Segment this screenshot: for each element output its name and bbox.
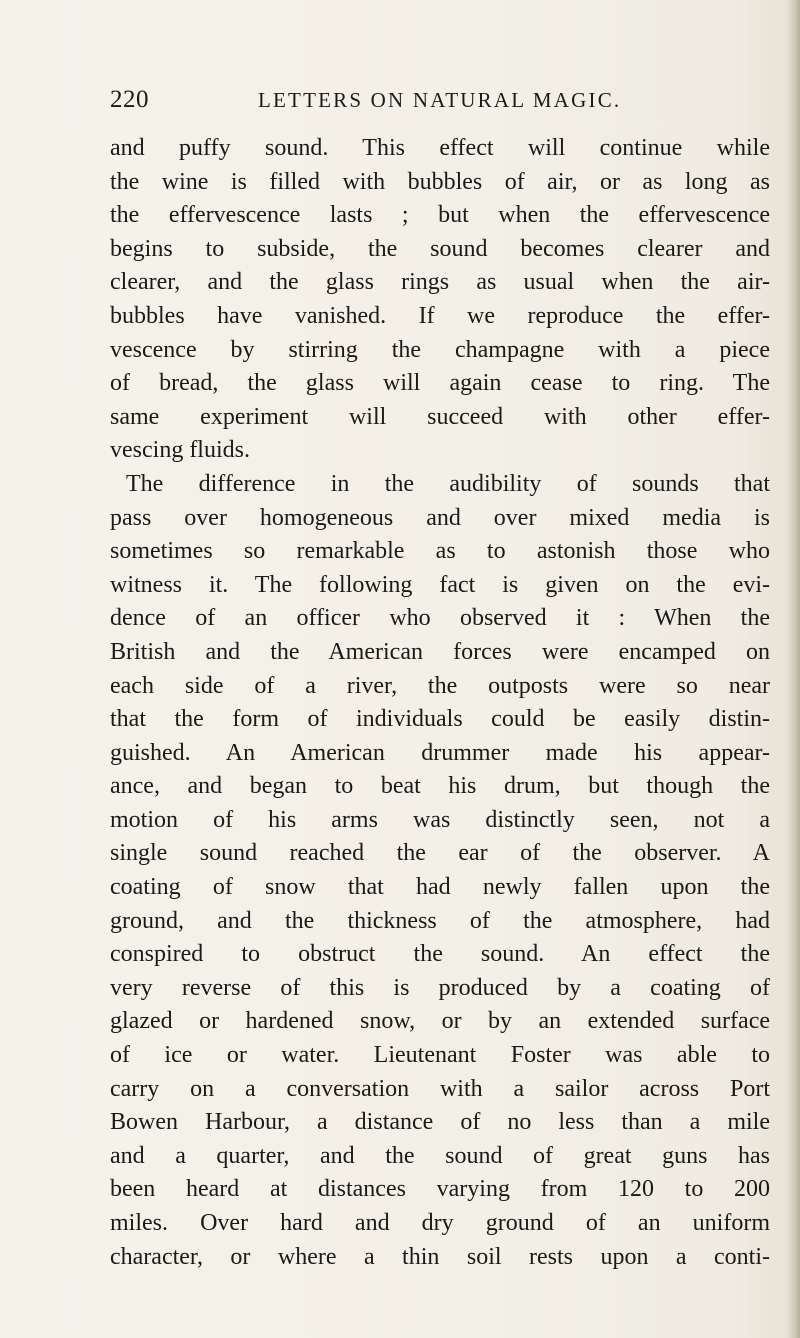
text-line: and puffy sound. This effect will continue while — [110, 135, 770, 161]
text-line: same experiment will succeed with other effer- — [110, 403, 770, 430]
page-number: 220 — [110, 86, 149, 113]
text-line: each side of a river, the outposts were so near — [110, 672, 770, 699]
text-line: conspired to obstruct the sound. An effect the — [110, 941, 770, 968]
text-line: single sound reached the ear of the observer. A — [110, 840, 770, 867]
text-line: of ice or water. Lieutenant Foster was able to — [110, 1042, 770, 1069]
paragraph-start-line: The difference in the audibility of sounds that — [126, 470, 770, 497]
text-line: and a quarter, and the sound of great guns has — [110, 1142, 770, 1169]
page-edge-shadow — [786, 0, 800, 1338]
text-line: motion of his arms was distinctly seen, not a — [110, 806, 770, 833]
text-line: guished. An American drummer made his appear- — [110, 739, 770, 766]
text-line: British and the American forces were encamped on — [110, 638, 770, 665]
text-line: the wine is filled with bubbles of air, or as long as — [110, 168, 770, 195]
running-head: LETTERS ON NATURAL MAGIC. — [258, 88, 622, 112]
text-line: sometimes so remarkable as to astonish those who — [110, 538, 770, 565]
page-header — [110, 82, 750, 118]
text-line: ance, and began to beat his drum, but though the — [110, 773, 770, 800]
text-line: clearer, and the glass rings as usual when the air- — [110, 269, 770, 296]
text-line: carry on a conversation with a sailor across Port — [110, 1075, 770, 1102]
paragraph-end-line: vescing fluids. — [110, 437, 250, 464]
body-text — [110, 132, 770, 1274]
text-line: ground, and the thickness of the atmosphere, had — [110, 907, 770, 934]
text-line: coating of snow that had newly fallen upon the — [110, 874, 770, 901]
text-line: been heard at distances varying from 120 to 200 — [110, 1176, 770, 1203]
text-line: the effervescence lasts ; but when the effervescence — [110, 202, 770, 229]
text-line: miles. Over hard and dry ground of an uniform — [110, 1210, 770, 1236]
text-line: glazed or hardened snow, or by an extended surface — [110, 1008, 770, 1035]
text-line: very reverse of this is produced by a coating of — [110, 974, 770, 1001]
text-line: Bowen Harbour, a distance of no less than a mile — [110, 1109, 770, 1136]
text-line: of bread, the glass will again cease to ring. The — [110, 370, 770, 397]
text-line: bubbles have vanished. If we reproduce the effer- — [110, 302, 770, 329]
text-line: begins to subside, the sound becomes clearer and — [110, 235, 770, 262]
text-line: witness it. The following fact is given on the evi- — [110, 571, 770, 598]
text-line: pass over homogeneous and over mixed media is — [110, 504, 770, 531]
text-line: character, or where a thin soil rests upon a conti- — [110, 1243, 770, 1270]
text-line: that the form of individuals could be easily distin- — [110, 706, 770, 733]
text-line: vescence by stirring the champagne with a piece — [110, 336, 770, 363]
text-line: dence of an officer who observed it : When the — [110, 605, 770, 632]
